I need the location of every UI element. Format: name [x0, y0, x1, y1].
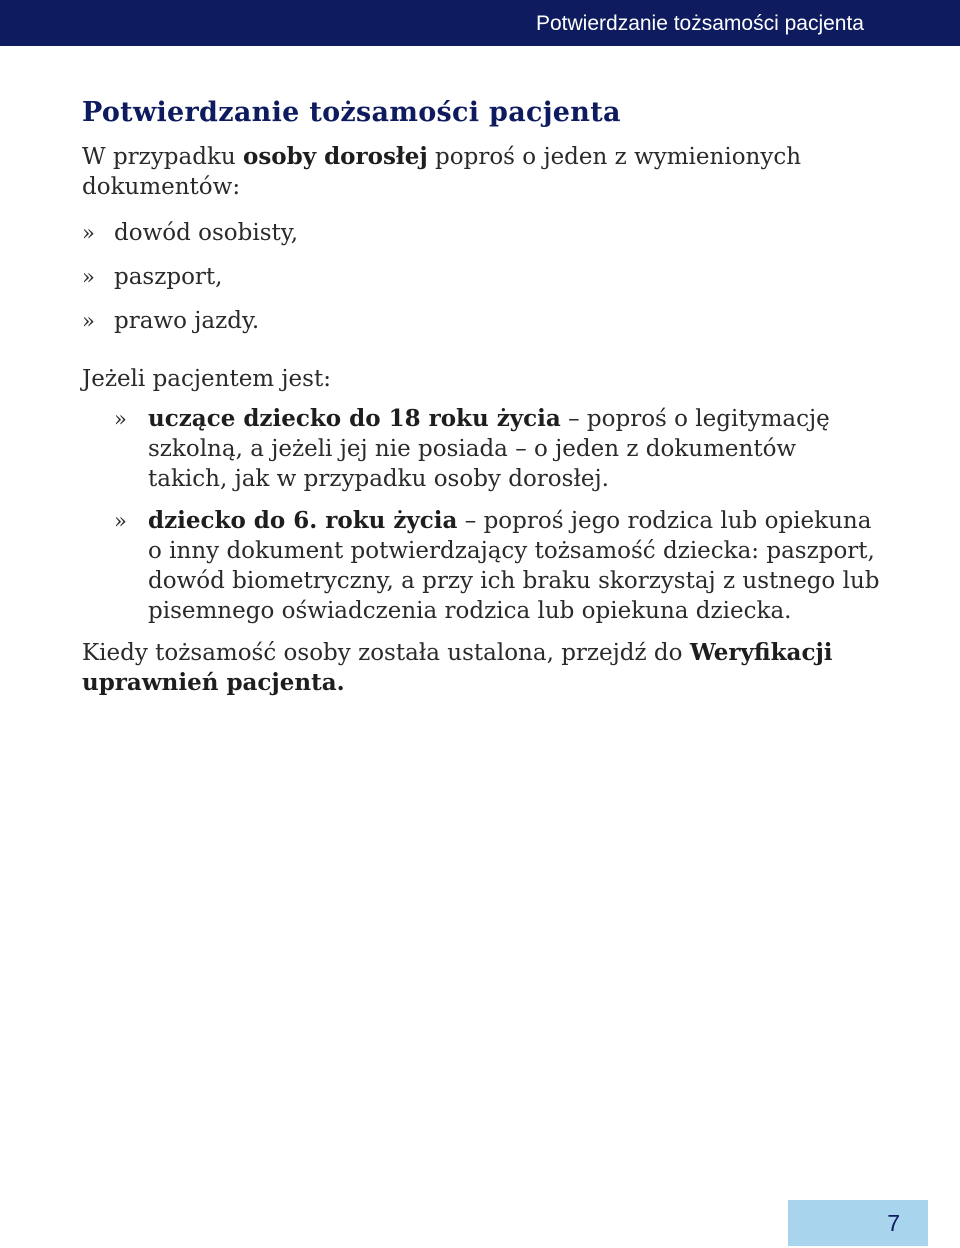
bullet-marker-icon: »: [114, 407, 127, 431]
bullet-marker-icon: »: [82, 265, 95, 289]
header-bar: [0, 0, 960, 46]
intro-text-end: poproś o jeden z wymienionych dokumentów:: [82, 144, 802, 200]
page-number-box: [788, 1200, 928, 1246]
bullet-marker-icon: »: [82, 309, 95, 333]
case-title: dziecko do 6. roku życia: [148, 507, 458, 534]
document-label: paszport,: [114, 264, 223, 290]
case-title: uczące dziecko do 18 roku życia: [148, 405, 561, 432]
list-item: [114, 506, 882, 626]
list-item: [82, 260, 882, 304]
page-title: Potwierdzanie tożsamości pacjenta: [82, 97, 621, 128]
document-list: [82, 216, 882, 348]
closing-paragraph: [82, 638, 882, 698]
list-item: [82, 216, 882, 260]
bullet-marker-icon: »: [114, 509, 127, 533]
list-item: [114, 404, 882, 494]
intro-text-start: W przypadku: [82, 144, 243, 170]
intro-bold: osoby dorosłej: [243, 143, 428, 170]
document-label: prawo jazdy.: [114, 308, 260, 334]
patient-case-list: [114, 404, 882, 626]
closing-bold-reference: Weryfikacji uprawnień pacjenta.: [82, 639, 833, 696]
page-number: 7: [887, 1210, 900, 1236]
closing-text: Kiedy tożsamość osoby została ustalona, przejdź do: [82, 640, 690, 666]
patient-intro: Jeżeli pacjentem jest:: [82, 366, 331, 392]
case-text: – poproś o legitymację szkolną, a jeżeli jej nie posiada – o jeden z dokumentów takich, jak w przypadku osoby dorosłej.: [148, 406, 830, 492]
bullet-marker-icon: »: [82, 221, 95, 245]
case-text: – poproś jego rodzica lub opiekuna o inny dokument potwierdzający tożsamość dziecka: paszport, dowód biometryczny, a przy ich braku skorzystaj z ustnego lub pisemnego oświadczenia rodzica lub opiekuna dziecka.: [148, 508, 880, 624]
document-label: dowód osobisty,: [114, 220, 299, 246]
main-content: [82, 96, 882, 698]
running-header-title: Potwierdzanie tożsamości pacjenta: [535, 12, 864, 35]
list-item: [82, 304, 882, 348]
intro-paragraph: [82, 142, 882, 202]
